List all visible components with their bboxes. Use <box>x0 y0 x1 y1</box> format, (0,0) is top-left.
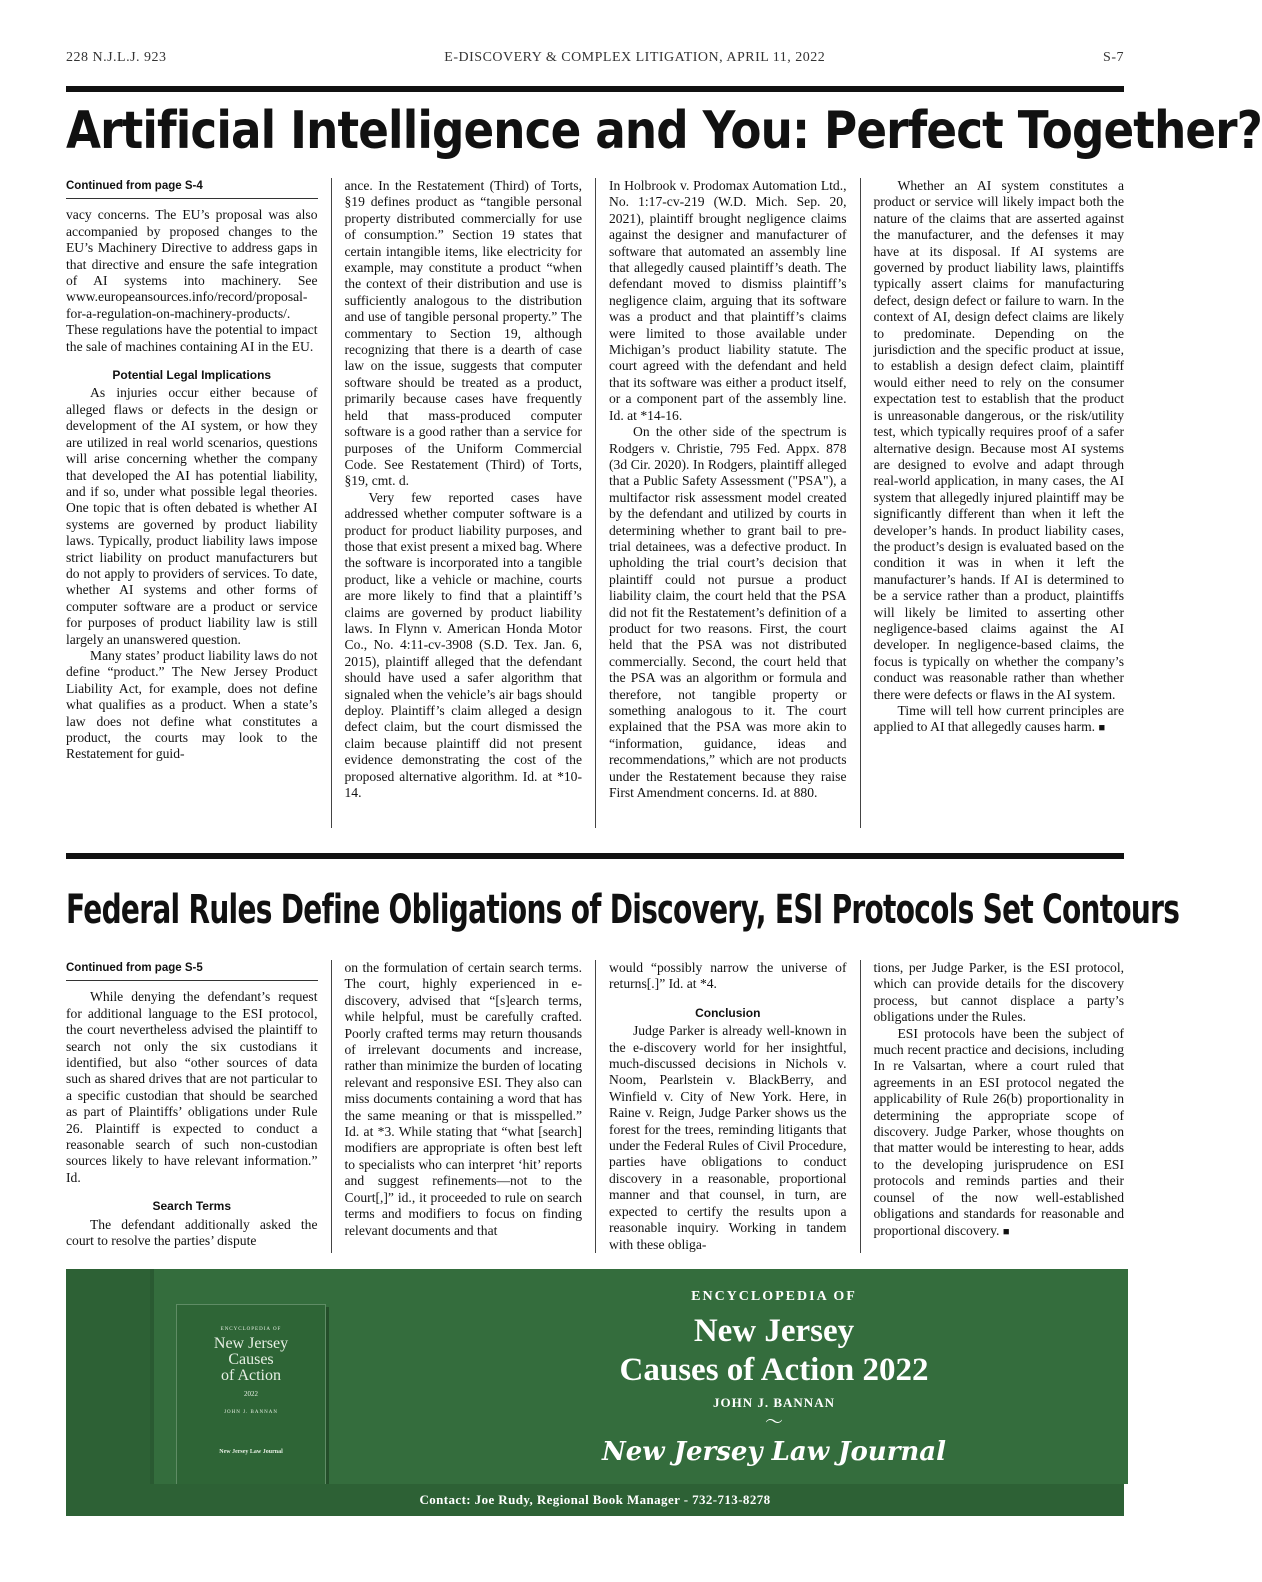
paragraph: Judge Parker is already well-known in the e-discovery world for her insightful, much-discussed decisions in Nichols v. Noom, Pearlstein v. BlackBerry, and Winfield v. City of New York. Here, in Raine v. Reign, Judge Parker shows us the forest for the trees, reminding litigants that under the Federal Rules of Civil Procedure, parties have obligations to conduct discovery in a reasonable, proportional manner and that counsel, in turn, are expected to certify the results upon a reasonable inquiry. Working in tandem with these obliga- <box>609 1023 847 1252</box>
paragraph: ance. In the Restatement (Third) of Torts, §19 defines product as “tangible personal property distributed commercially for use of consumption.” Section 19 states that certain intangible items, like electricity for example, may constitute a product “when the context of their distribution and use is sufficiently analogous to the distribution and use of tangible personal property.” The commentary to Section 19, although recognizing that there is a dearth of case law on the issue, suggests that computer software should be treated as a product, primarily because cases have frequently held that mass-produced computer software is a good rather than a service for purposes of the Uniform Commercial Code. See Restatement (Third) of Torts, §19, cmt. d. <box>344 178 582 489</box>
paragraph: As injuries occur either because of alleged flaws or defects in the design or development of the AI system, or how they are utilized in real world scenarios, questions will arise concerning whether the company that developed the AI has potential liability, and if so, under what possible legal theories. One topic that is often debated is whether AI systems are governed by product liability laws. Typically, product liability laws impose strict liability on product manufacturers but do not apply to providers of services. To date, whether AI systems and other forms of computer software are a product or service for purposes of product liability law is still largely an unanswered question. <box>66 385 318 647</box>
book-cover-author: JOHN J. BANNAN <box>224 1410 278 1415</box>
book-advertisement[interactable] <box>66 1269 1124 1516</box>
paragraph <box>874 703 1125 737</box>
book-cover-title-line: New Jersey <box>213 1335 289 1352</box>
paragraph <box>874 1026 1125 1240</box>
paragraph-text: ESI protocols have been the subject of much recent practice and decisions, including In re Valsartan, where a court ruled that agreements in an ESI protocol negated the applicability of Rule 26(b) proportionality in determining the appropriate scope of discovery. Judge Parker, whose thoughts on that matter would be interesting to hear, adds to the developing jurisprudence on ESI protocols and reminds parties and their counsel of the now well-established obligations and standards for reasonable and proportional discovery. <box>873 1025 1124 1238</box>
book-cover-year: 2022 <box>244 1390 258 1398</box>
section-subhead: Search Terms <box>152 1199 231 1214</box>
book-cover-label: ENCYCLOPEDIA OF <box>220 1327 282 1332</box>
paragraph: While denying the defendant’s request for additional language to the ESI protocol, the court nevertheless advised the plaintiff to search not only the six custodians it identified, but also “other sources of data such as shared drives that are not particular to a specific custodian that should be searched as part of Plaintiffs’ obligations under Rule 26. Plaintiff is expected to conduct a reasonable search of such non-custodian sources likely to have relevant information.” Id. <box>66 989 318 1185</box>
ad-title: New Jersey <box>693 1313 855 1349</box>
paragraph: In Holbrook v. Prodomax Automation Ltd., No. 1:17-cv-219 (W.D. Mich. Sep. 20, 2021), plaintiff brought negligence claims against the designer and manufacturer of software that automated an assembly line that allegedly caused plaintiff’s death. The defendant moved to dismiss plaintiff’s negligence claim, arguing that its software was a product and that plaintiff’s claims were limited to those available under Michigan’s product liability statute. The court agreed with the defendant and held that its software was either a product itself, or a component part of the assembly line. Id. at *14-16. <box>609 178 847 423</box>
citation: 228 N.J.L.J. 923 <box>66 50 167 65</box>
paragraph: On the other side of the spectrum is Rodgers v. Christie, 795 Fed. Appx. 878 (3d Cir. 2020). In Rodgers, plaintiff alleged that a Public Safety Assessment ("PSA"), a multifactor risk assessment model created by the defendant and utilized by courts in determining whether to grant bail to pre-trial detainees, was a defective product. In upholding the trial court’s decision that plaintiff could not pursue a product liability claim, the court held that the PSA did not fit the Restatement’s definition of a product for two reasons. First, the court held that the PSA was not distributed commercially. Second, the court held that the PSA was an algorithm or formula and therefore, not tangible property or something analogous to it. The court explained that the PSA was more akin to “information, guidance, ideas and recommendations,” which are not products under the Restatement because they raise First Amendment concerns. Id. at 880. <box>609 424 847 801</box>
paragraph: would “possibly narrow the universe of returns[.]” Id. at *4. <box>609 960 847 992</box>
article-headline: Federal Rules Define Obligations of Discovery, ESI Protocols Set Contours <box>66 887 1180 933</box>
article-headline: Artificial Intelligence and You: Perfect Together? <box>66 101 1262 161</box>
book-cover-title <box>177 1336 325 1384</box>
paragraph: Very few reported cases have addressed whether computer software is a product for product liability purposes, and those that exist present a mixed bag. Where the software is incorporated into a tangible product, like a vehicle or machine, courts are more likely to find that a plaintiff’s claims are governed by product liability laws. In Flynn v. American Honda Motor Co., No. 4:11-cv-3908 (S.D. Tex. Jan. 6, 2015), plaintiff alleged that the defendant should have used a safer algorithm that signaled when the vehicle’s air bags should deploy. Plaintiff’s claim alleged a design defect claim, but the court dismissed the claim because plaintiff did not present evidence demonstrating the cost of the proposed alternative algorithm. Id. at *10-14. <box>344 489 582 801</box>
article-column-3 <box>595 178 860 828</box>
section-title: E-DISCOVERY & COMPLEX LITIGATION, APRIL 11, 2022 <box>444 50 826 65</box>
article-body <box>66 960 1124 1250</box>
paragraph: Many states’ product liability laws do not define “product.” The New Jersey Product Liability Act, for example, does not define what qualifies as a product. When a state’s law does not define what constitutes a product, the courts may look to the Restatement for guid- <box>66 647 318 762</box>
ad-text-block <box>392 1289 1156 1467</box>
paragraph: The defendant additionally asked the court to resolve the parties’ dispute <box>66 1216 318 1249</box>
book-cover-title-line: of Action <box>221 1367 281 1384</box>
ad-author: JOHN J. BANNAN <box>713 1395 835 1410</box>
publisher-logo: New Jersey Law Journal <box>601 1437 947 1467</box>
article-column-2 <box>331 960 596 1253</box>
end-mark-icon: ■ <box>1098 722 1106 735</box>
top-rule <box>66 86 1124 92</box>
paragraph: tions, per Judge Parker, is the ESI protocol, which can provide details for the discovery process, but cannot displace a party’s obligations under the Rules. <box>873 960 1124 1025</box>
page-number: S-7 <box>1103 50 1124 65</box>
section-divider-rule <box>66 853 1124 859</box>
swirl-ornament-icon: 〜 <box>765 1412 783 1432</box>
article-body <box>66 178 1124 828</box>
book-cover-title-line: Causes <box>228 1351 274 1368</box>
end-mark-icon: ■ <box>1002 1225 1010 1238</box>
ad-title: Causes of Action 2022 <box>619 1352 929 1388</box>
article-column-1 <box>66 178 331 828</box>
book-cover-image <box>176 1304 326 1486</box>
article-column-1 <box>66 960 331 1253</box>
article-column-4 <box>860 960 1125 1253</box>
paragraph-text: Time will tell how current principles are applied to AI that allegedly causes harm. <box>873 703 1124 735</box>
ad-contact: Contact: Joe Rudy, Regional Book Manager - 732-713-8278 <box>66 1484 1124 1516</box>
continued-note: Continued from page S-5 <box>66 960 318 981</box>
ad-kicker: ENCYCLOPEDIA OF <box>691 1289 857 1304</box>
paragraph: vacy concerns. The EU’s proposal was also accompanied by proposed changes to the EU’s Machinery Directive to address gaps in that directive and ensure the safe integration of AI systems into machinery. See www.europeansources.info/record/proposal-for-a-regulation-on-machinery-products/. These regulations have the potential to impact the sale of machines containing AI in the EU. <box>66 207 318 354</box>
paragraph: Whether an AI system constitutes a product or service will likely impact both the nature of the claims that are asserted against the manufacturer, and the defenses it may have at its disposal. If AI systems are governed by product liability laws, plaintiffs typically assert claims for manufacturing defect, design defect or failure to warn. In the context of AI, design defect claims are likely to predominate. Depending on the jurisdiction and the specific product at issue, to establish a design defect claim, plaintiff would either need to rely on the consumer expectation test to establish that the product is unreasonable dangerous, or the risk/utility test, which typically requires proof of a safer alternative design. Because most AI systems are designed to evolve and adapt through real-world application, in many cases, the AI system that allegedly injured plaintiff may be significantly different than when it left the developer’s hands. In product liability cases, the product’s design is evaluated based on the condition it was in when it left the manufacturer’s hands. If AI is determined to be a service rather than a product, plaintiffs will likely be limited to asserting other negligence-based claims against the AI developer. In negligence-based claims, the focus is typically on whether the company’s conduct was reasonable rather than whether there were defects or flaws in the AI system. <box>873 178 1124 702</box>
paragraph: on the formulation of certain search terms. The court, highly experienced in e-discovery, advised that “[s]earch terms, while helpful, must be carefully crafted. Poorly crafted terms may return thousands of irrelevant documents and increase, rather than minimize the burden of locating relevant and responsive ESI. They also can miss documents containing a word that has the same meaning or that is misspelled.” Id. at *3. While stating that “what [search] modifiers are appropriate is often best left to specialists who can interpret ‘hit’ reports and suggest refinements—not to the Court[,]” id., it proceeded to rule on search terms and modifiers to focus on finding relevant documents and that <box>344 960 582 1238</box>
section-subhead: Potential Legal Implications <box>112 368 272 383</box>
article-column-3 <box>595 960 860 1253</box>
article-column-4 <box>860 178 1125 828</box>
article-column-2 <box>331 178 596 828</box>
book-cover-publisher: New Jersey Law Journal <box>219 1449 283 1455</box>
running-head <box>66 50 1124 66</box>
section-subhead: Conclusion <box>695 1005 761 1020</box>
continued-note: Continued from page S-4 <box>66 178 318 199</box>
